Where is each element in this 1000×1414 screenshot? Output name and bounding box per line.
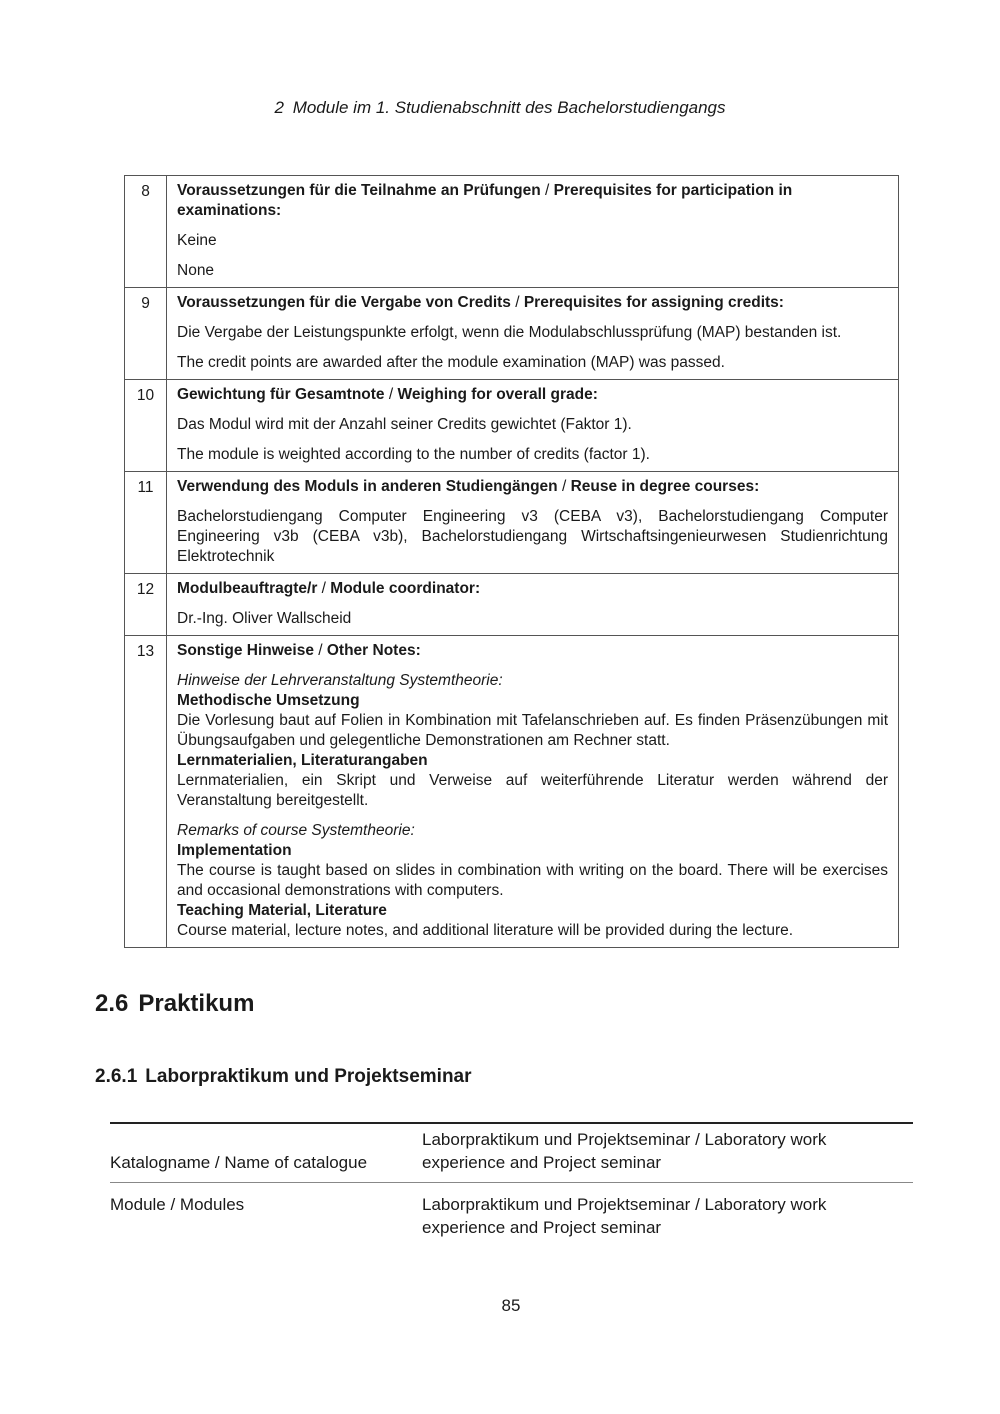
page-number: 85 — [501, 1296, 521, 1315]
label-de: Voraussetzungen für die Vergabe von Credits — [177, 294, 511, 311]
label-en: Weighing for overall grade: — [397, 386, 598, 403]
table-row — [125, 288, 899, 380]
row-content — [167, 176, 899, 288]
notes-block-en — [177, 821, 888, 941]
notes-intro: Hinweise der Lehrveranstaltung Systemtheorie: — [177, 672, 503, 689]
row-number: 8 — [125, 176, 167, 288]
row-number: 10 — [125, 380, 167, 472]
label-separator: / — [510, 294, 524, 311]
catalogue-value: Laborpraktikum und Projektseminar / Laboratory work experience and Project seminar — [422, 1130, 827, 1172]
catalogue-row — [110, 1124, 913, 1183]
row-text-en: None — [177, 262, 215, 279]
notes-intro: Remarks of course Systemtheorie: — [177, 822, 415, 839]
label-de: Modulbeauftragte/r — [177, 580, 318, 597]
row-number: 11 — [125, 472, 167, 574]
section-heading — [95, 990, 254, 1018]
notes-heading: Lernmaterialien, Literaturangaben — [177, 752, 428, 769]
row-text-de: Die Vergabe der Leistungspunkte erfolgt, wenn die Modulabschlussprüfung (MAP) bestanden ist. — [177, 324, 842, 341]
table-row — [125, 636, 899, 948]
subsection-title: Laborpraktikum und Projektseminar — [145, 1066, 472, 1087]
row-content — [167, 574, 899, 636]
chapter-title: Module im 1. Studienabschnitt des Bachelorstudiengangs — [292, 98, 726, 117]
row-text-en: The credit points are awarded after the module examination (MAP) was passed. — [177, 354, 725, 371]
catalogue-key: Katalogname / Name of catalogue — [110, 1153, 368, 1172]
label-en: Module coordinator: — [330, 580, 481, 597]
table-row — [125, 574, 899, 636]
notes-heading: Methodische Umsetzung — [177, 692, 360, 709]
row-text: Bachelorstudiengang Computer Engineering v3 (CEBA v3), Bachelorstudiengang Computer Engineering v3b (CEBA v3b), Bachelorstudiengang Wirtschaftsingenieurwesen Studienrichtung Elektrotechnik — [177, 508, 888, 565]
row-number: 12 — [125, 574, 167, 636]
notes-text: Lernmaterialien, ein Skript und Verweise auf weiterführende Literatur werden während der Veranstaltung bereitgestellt. — [177, 772, 888, 809]
notes-heading: Implementation — [177, 842, 292, 859]
row-text-de: Das Modul wird mit der Anzahl seiner Credits gewichtet (Faktor 1). — [177, 416, 632, 433]
label-separator: / — [317, 580, 331, 597]
row-content — [167, 472, 899, 574]
catalogue-value: Laborpraktikum und Projektseminar / Laboratory work experience and Project seminar — [422, 1195, 827, 1237]
label-de: Voraussetzungen für die Teilnahme an Prüfungen — [177, 182, 541, 199]
chapter-number: 2 — [274, 98, 284, 117]
label-de: Verwendung des Moduls in anderen Studiengängen — [177, 478, 558, 495]
table-row — [125, 176, 899, 288]
section-number: 2.6 — [95, 990, 129, 1017]
running-header — [0, 98, 1000, 118]
label-separator: / — [384, 386, 398, 403]
row-text-de: Keine — [177, 232, 217, 249]
subsection-number: 2.6.1 — [95, 1066, 138, 1087]
label-separator: / — [313, 642, 327, 659]
notes-text: The course is taught based on slides in combination with writing on the board. There will be exercises and occasional demonstrations with computers. — [177, 862, 888, 899]
module-coordinator-name: Dr.-Ing. Oliver Wallscheid — [177, 610, 352, 627]
row-label — [177, 579, 888, 599]
row-label — [177, 385, 888, 405]
row-content — [167, 636, 899, 948]
row-content — [167, 380, 899, 472]
label-de: Sonstige Hinweise — [177, 642, 314, 659]
label-de: Gewichtung für Gesamtnote — [177, 386, 385, 403]
section-title: Praktikum — [138, 990, 255, 1017]
catalogue-key: Module / Modules — [110, 1195, 245, 1214]
table-row — [125, 472, 899, 574]
label-en: Prerequisites for participation in examinations: — [177, 182, 793, 219]
table-row — [125, 380, 899, 472]
label-en: Reuse in degree courses: — [570, 478, 760, 495]
row-label — [177, 477, 888, 497]
label-separator: / — [557, 478, 571, 495]
row-label — [177, 293, 888, 313]
notes-block-de — [177, 671, 888, 811]
row-text-en: The module is weighted according to the number of credits (factor 1). — [177, 446, 650, 463]
subsection-heading — [95, 1066, 472, 1088]
row-number: 9 — [125, 288, 167, 380]
row-number: 13 — [125, 636, 167, 948]
label-en: Prerequisites for assigning credits: — [523, 294, 784, 311]
notes-text: Die Vorlesung baut auf Folien in Kombination mit Tafelanschrieben auf. Es finden Präsenzübungen mit Übungsaufgaben und gelegentliche Demonstrationen am Rechner statt. — [177, 712, 888, 749]
catalogue-table — [110, 1122, 913, 1245]
row-label — [177, 641, 888, 661]
row-label — [177, 181, 888, 221]
catalogue-row — [110, 1183, 913, 1245]
module-description-table — [124, 175, 899, 948]
notes-heading: Teaching Material, Literature — [177, 902, 387, 919]
label-separator: / — [540, 182, 554, 199]
label-en: Other Notes: — [326, 642, 421, 659]
row-content — [167, 288, 899, 380]
notes-text: Course material, lecture notes, and additional literature will be provided during the lecture. — [177, 922, 794, 939]
